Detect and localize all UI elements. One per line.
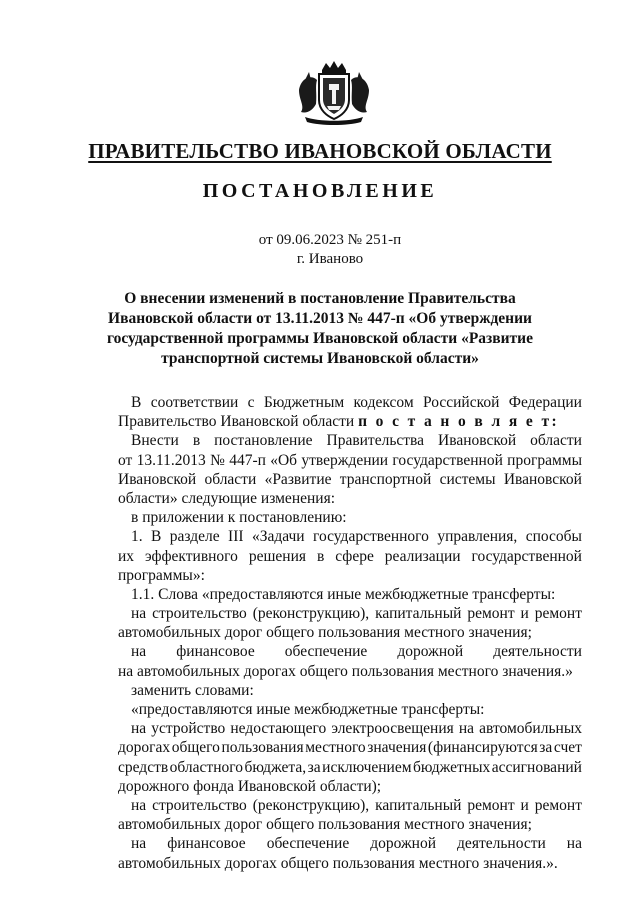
word: соответствии xyxy=(150,394,239,411)
word: ремонт xyxy=(467,605,515,623)
word: дорогах xyxy=(118,739,171,757)
word: Правительства xyxy=(326,432,425,450)
subject-line: О внесении изменений в постановление Правительства xyxy=(124,290,516,307)
word: области xyxy=(530,432,582,450)
word: недостающего xyxy=(230,720,327,738)
word: ремонт xyxy=(467,796,515,814)
body-line xyxy=(118,412,582,431)
organization-title: ПРАВИТЕЛЬСТВО ИВАНОВСКОЙ ОБЛАСТИ xyxy=(88,139,552,163)
coat-of-arms-icon xyxy=(295,60,373,126)
body-line xyxy=(118,547,582,566)
body-line: заменить словами: xyxy=(131,681,254,699)
body-line: автомобильных дорогах общего пользования местного значения.». xyxy=(118,854,558,872)
word: и xyxy=(520,796,529,814)
word: деятельности xyxy=(493,643,582,661)
body-line xyxy=(118,431,582,450)
resolution-keyword: п о с т а н о в л я е т: xyxy=(358,413,560,431)
body-line xyxy=(118,604,582,623)
word: государственного xyxy=(313,528,429,546)
body-line: области» следующие изменения: xyxy=(118,489,336,507)
word: утверждении xyxy=(301,451,389,469)
word: финансовое xyxy=(176,643,255,661)
body-line: в приложении к постановлению: xyxy=(131,509,347,527)
body-line xyxy=(118,393,582,412)
word: ассигнований xyxy=(491,758,582,776)
word: значения xyxy=(367,739,427,757)
word: в xyxy=(316,547,325,565)
word: строительство xyxy=(152,796,247,814)
word: электроосвещения xyxy=(331,720,454,738)
word: дорожной xyxy=(397,643,464,661)
word: за xyxy=(307,758,321,776)
word: 447-п xyxy=(229,451,266,469)
word: Внести xyxy=(131,432,179,450)
body-line: программы»: xyxy=(118,566,205,584)
body-line xyxy=(118,527,582,546)
word: капитальный xyxy=(375,605,462,623)
body-line xyxy=(118,451,582,470)
word: автомобильных xyxy=(479,720,582,738)
word: сфере xyxy=(335,547,374,565)
document-body xyxy=(118,393,582,873)
word: области xyxy=(204,470,257,488)
word: пользования xyxy=(221,739,304,757)
word: (реконструкцию), xyxy=(252,796,370,814)
word: на xyxy=(131,720,147,738)
word: ремонт xyxy=(534,796,582,814)
word: Ивановской xyxy=(438,432,517,450)
word: на xyxy=(131,605,147,623)
word: управления, xyxy=(437,528,518,546)
word: обеспечение xyxy=(284,643,368,661)
word: и xyxy=(520,605,529,623)
word: на xyxy=(131,796,147,814)
word: транспортной xyxy=(339,470,432,488)
word: областного xyxy=(169,758,243,776)
word: кодексом xyxy=(353,394,414,411)
document-city: г. Иваново xyxy=(296,251,364,267)
body-line xyxy=(118,642,582,661)
word: на xyxy=(131,643,147,661)
word: Ивановской xyxy=(118,470,197,488)
body-line: на автомобильных дорогах общего пользования местного значения.» xyxy=(118,662,573,680)
body-line xyxy=(118,834,582,853)
word: капитальный xyxy=(375,796,462,814)
word: с xyxy=(247,394,255,411)
word: разделе xyxy=(169,528,220,546)
document-date-number: от 09.06.2023 № 251-п xyxy=(258,232,402,248)
word: на xyxy=(458,720,475,738)
body-line: «предоставляются иные межбюджетные трансферты: xyxy=(131,701,485,718)
word: за xyxy=(539,739,553,757)
word: (реконструкцию), xyxy=(252,605,370,623)
body-line xyxy=(118,796,582,815)
word: 13.11.2013 xyxy=(136,451,206,469)
word: системы xyxy=(439,470,496,488)
word: государственной xyxy=(392,451,503,469)
body-line xyxy=(118,738,582,757)
word: «Развитие xyxy=(264,470,332,488)
word: «Задачи xyxy=(251,528,305,546)
word: дорожной xyxy=(370,835,437,853)
word: строительство xyxy=(152,605,247,623)
word: обеспечение xyxy=(266,835,350,853)
word: (финансируются xyxy=(427,739,538,757)
word: государственной xyxy=(471,547,582,565)
word: программы xyxy=(507,451,582,469)
word: В xyxy=(151,528,162,546)
word: деятельности xyxy=(457,835,546,853)
word: средств xyxy=(118,758,169,776)
word: реализации xyxy=(384,547,461,565)
word: их xyxy=(118,547,135,565)
word: ремонт xyxy=(534,605,582,623)
body-line: дорожного фонда Ивановской области); xyxy=(118,777,382,795)
document-subject xyxy=(0,289,640,369)
subject-line: государственной программы Ивановской области «Развитие xyxy=(106,330,533,347)
word: Федерации xyxy=(508,394,582,411)
word: устройство xyxy=(151,720,226,738)
subject-line: транспортной системы Ивановской области» xyxy=(161,350,479,367)
word: Российской xyxy=(423,394,500,411)
word: 1. xyxy=(131,528,143,546)
word: исключением xyxy=(322,758,412,776)
word: способы xyxy=(525,528,582,546)
word: В xyxy=(131,394,142,411)
word: на xyxy=(131,835,147,853)
word: бюджета, xyxy=(244,758,307,776)
word: постановление xyxy=(214,432,313,450)
subject-line: Ивановской области от 13.11.2013 № 447-п «Об утверждении xyxy=(108,310,532,327)
word: финансовое xyxy=(167,835,246,853)
word: эффективного xyxy=(144,547,238,565)
word: счет xyxy=(553,739,582,757)
document-type: ПОСТАНОВЛЕНИЕ xyxy=(202,180,438,202)
word: в xyxy=(192,432,201,450)
body-line xyxy=(118,719,582,738)
word: № xyxy=(210,451,225,469)
body-text-span: Правительство Ивановской области xyxy=(118,413,359,431)
word: местного xyxy=(305,739,366,757)
body-line xyxy=(118,758,582,777)
word: «Об xyxy=(270,451,298,469)
body-line: 1.1. Слова «предоставляются иные межбюджетные трансферты: xyxy=(131,585,556,603)
word: на xyxy=(566,835,582,853)
body-line: автомобильных дорог общего пользования местного значения; xyxy=(118,816,532,834)
word: Бюджетным xyxy=(263,394,345,411)
word: бюджетных xyxy=(413,758,491,776)
word: от xyxy=(118,451,133,469)
word: III xyxy=(228,528,244,546)
word: Ивановской xyxy=(503,470,582,488)
word: общего xyxy=(171,739,220,757)
body-line xyxy=(118,470,582,489)
word: решения xyxy=(248,547,307,565)
body-line: автомобильных дорог общего пользования местного значения; xyxy=(118,624,532,642)
